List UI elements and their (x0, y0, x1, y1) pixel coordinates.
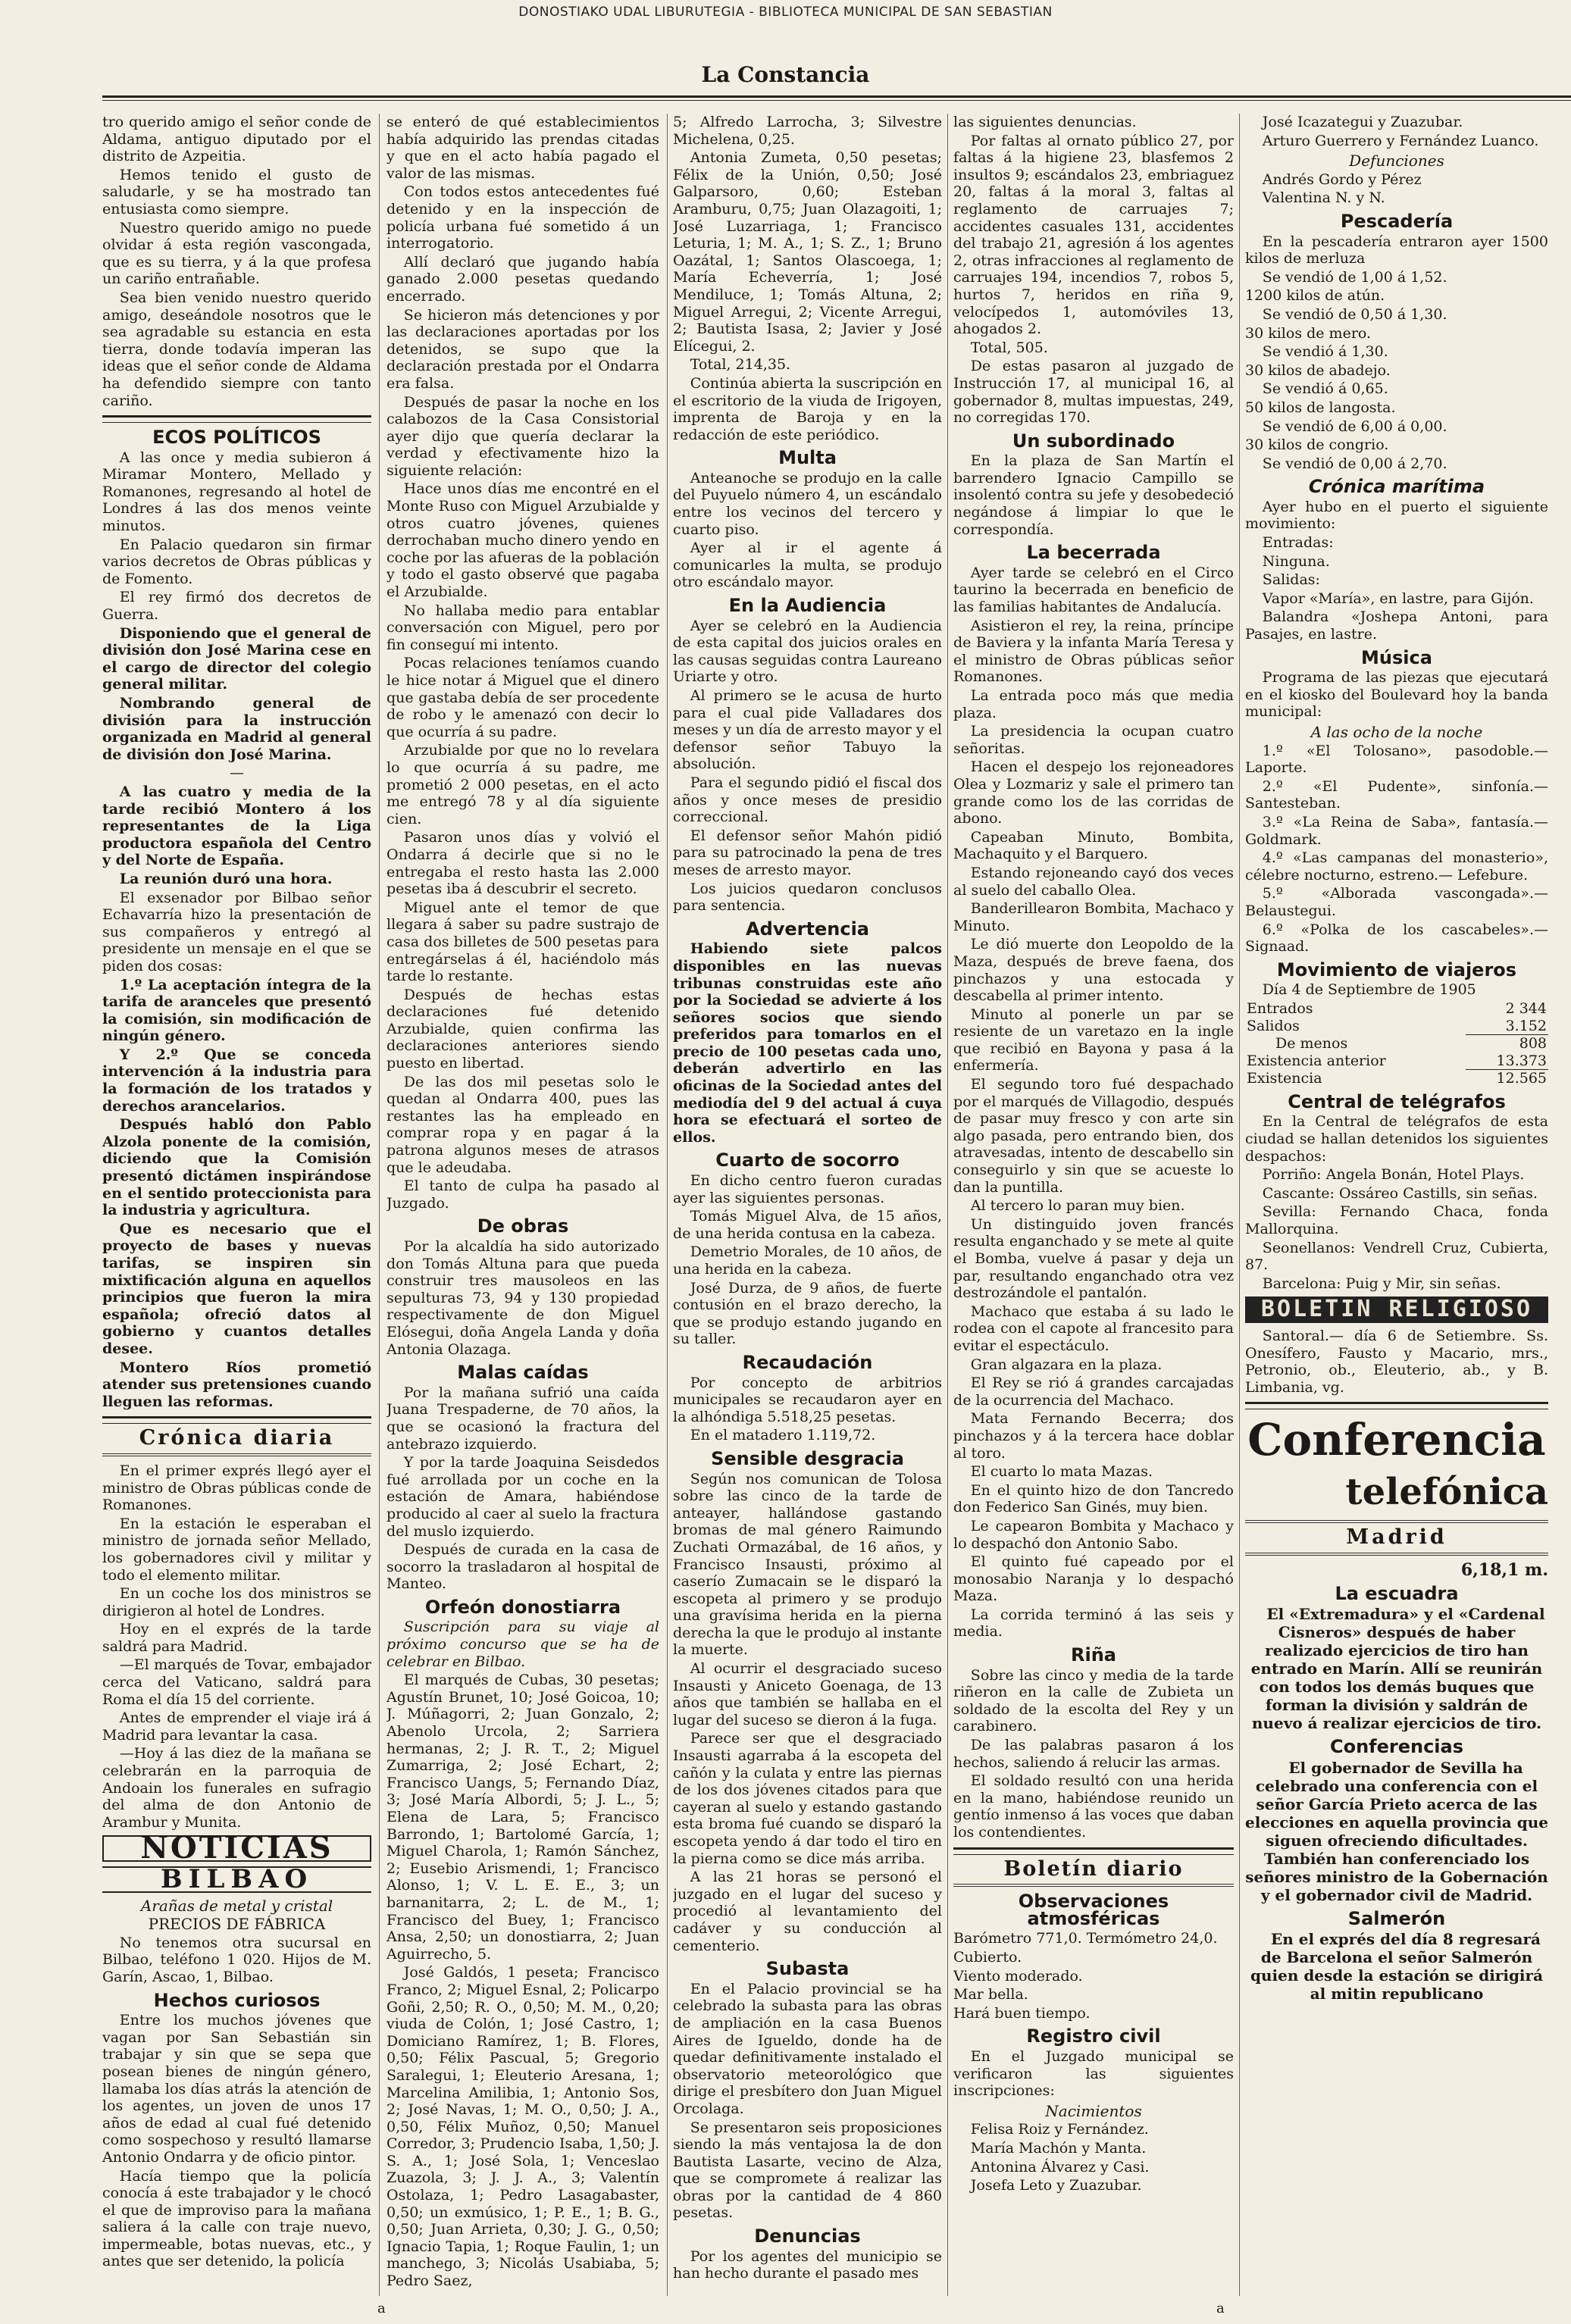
table-cell: 12.565 (1466, 1070, 1548, 1087)
subsection-title: A las ocho de la noche (1310, 723, 1483, 741)
paragraph: Arzubialde por que no lo revelara lo que ocurría á su padre, me prometió 2 000 pesetas, en el acto me entregó 78 y al día siguiente cien. (386, 742, 659, 827)
bilbao-subtitle-2: PRECIOS DE FÁBRICA (148, 1915, 326, 1934)
dateline: Madrid (1346, 1525, 1447, 1550)
paragraph: Miguel ante el temor de que llegara á saber su padre sustrajo de casa dos billetes de 500 pesetas para entregárselas á él, haciéndolo más tarde lo restante. (386, 899, 659, 985)
list-item: 3.º «La Reina de Saba», fantasía.—Goldmark. (1245, 813, 1548, 848)
paragraph: Programa de las piezas que ejecutará en el kiosko del Boulevard hoy la banda municipal: (1245, 669, 1548, 721)
paragraph: Total, 214,35. (690, 356, 791, 374)
paragraph: El segundo toro fué despachado por el marqués de Villagodio, después de pasar muy fresco y con arte sin algo pasada, pero entrando bien, dos atravesadas, intento de descabello sin conseguirlo y sin que se acueste lo dan la puntilla. (953, 1076, 1234, 1196)
table-row (1245, 1000, 1548, 1018)
paragraph: El Rey se rió á grandes carcajadas de la ocurrencia del Machaco. (953, 1375, 1234, 1409)
paragraph: De estas pasaron al juzgado de Instrucción 17, al municipal 16, al gobernador 8, multas impuestas, 249, no corregidas 170. (953, 358, 1234, 427)
paragraph: tro querido amigo el señor conde de Aldama, antiguo diputado por el distrito de Azpeitia. (102, 114, 371, 165)
section-title: Advertencia (746, 918, 869, 940)
paragraph: Un distinguido joven francés resulta enganchado y se mete al quite el Bomba, vuelve á pasar y deja un par, resultando enganchado otra vez destrozándole el pantalón. (953, 1215, 1234, 1302)
paragraph: Gran algazara en la plaza. (970, 1356, 1163, 1373)
paragraph: Hemos tenido el gusto de saludarle, y se ha mostrado tan entusiasta como siempre. (102, 166, 371, 217)
paragraph: Se presentaron seis proposiciones siendo la más ventajosa la de don Bautista Lasarte, vecino de Alza, que se compromete á realizar las obras por la cantidad de 4 860 pesetas. (673, 2119, 942, 2222)
list-item: Felisa Roiz y Fernández. (970, 2121, 1149, 2138)
paragraph: Suscripción para su viaje al próximo concurso que se ha de celebrar en Bilbao. (386, 1619, 659, 1670)
paragraph: Machaco que estaba á su lado le rodea con el capote al francesito para evitar el espectáculo. (953, 1303, 1234, 1354)
list-item: Se vendió de 1,00 á 1,52. (1262, 268, 1447, 286)
section-divider (953, 1884, 1234, 1887)
paragraph: En el quinto hizo de don Tancredo don Federico San Ginés, muy bien. (953, 1481, 1234, 1516)
travelers-table (1245, 1000, 1548, 1087)
paragraph: Nombrando general de división para la instrucción organizada en Madrid al general de división don José Marina. (102, 695, 371, 763)
section-title: Registro civil (1026, 2025, 1161, 2047)
table-cell: Existencia anterior (1247, 1052, 1386, 1069)
table-cell: 2 344 (1505, 999, 1547, 1017)
paragraph: Parece ser que el desgraciado Insausti agarraba á la escopeta del cañón y la culata y entre las piernas de los dos jóvenes citados para que cayeran al suelo y estando gastando esta broma fué cuando se disparó la escopeta yendo á dar todo el tiro en la pierna como se dice más arriba. (673, 1730, 942, 1867)
paragraph: Hace unos días me encontré en el Monte Ruso con Miguel Arzubialde y otros cuatro jóvenes, quienes derrochaban mucho dinero yendo en coche por las afueras de la población y todo el gasto observé que pagaba el Arzubialde. (386, 480, 659, 601)
paragraph: En la pescadería entraron ayer 1500 kilos de merluza (1245, 233, 1548, 267)
list-item: Se vendió á 1,30. (1262, 343, 1388, 361)
list-item: Balandra «Joshepa Antoni, para Pasajes, en lastre. (1245, 608, 1548, 643)
paragraph: De las dos mil pesetas solo le quedan al Ondarra 400, pues las restantes las ha empleado en comprar ropa y en pagar á la patrona algunos meses de atrasos que le adeudaba. (386, 1073, 659, 1176)
paragraph: Por faltas al ornato público 27, por faltas á la higiene 23, blasfemos 2 insultos 9; escándalos 23, embriaguez 20, faltas á la moral 3, faltas al reglamento de carruajes 7; accidentes casuales 131, accidentes del trabajo 21, agresión á los agentes 2, otras infracciones al reglamento de carruajes 194, incendios 7, robos 5, hurtos 7, heridos en riña 9, velocípedos 1, automóviles 13, ahogados 2. (953, 132, 1234, 338)
list-item: Se vendió de 0,50 á 1,30. (1262, 305, 1447, 323)
paragraph: Para el segundo pidió el fiscal dos años y once meses de presidio correccional. (673, 774, 942, 826)
paragraph: Minuto al ponerle un par se resiente de un varetazo en la ingle que recibió en Bayona y pasa á la enfermería. (953, 1006, 1234, 1074)
paragraph: Ayer se celebró en la Audiencia de esta capital dos juicios orales en las causas seguidas contra Laureano Uriarte y otro. (673, 617, 942, 686)
paragraph: De las palabras pasaron á los hechos, saliendo á relucir las armas. (953, 1737, 1234, 1771)
list-item: Vapor «María», en lastre, para Gijón. (1262, 590, 1534, 607)
time-label: 6,18,1 m. (1460, 1559, 1548, 1580)
paragraph: Total, 505. (970, 339, 1048, 356)
section-title: Multa (778, 447, 837, 469)
page-mark: a (377, 2301, 386, 2316)
section-divider (102, 1416, 371, 1424)
table-cell: 13.373 (1496, 1052, 1547, 1069)
paragraph: Pocas relaciones teníamos cuando le hice notar á Miguel que el dinero que gastaba debía de ser procedente de robo y le amenazó con decir lo que ocurría á su padre. (386, 655, 659, 740)
list-item: 6.º «Polka de los cascabeles».— Signaad. (1245, 921, 1548, 956)
column-rule (1239, 114, 1240, 2296)
paragraph: La reunión duró una hora. (119, 870, 333, 887)
column-1 (102, 114, 371, 2296)
list-item: María Machón y Manta. (970, 2139, 1147, 2157)
table-cell: Entrados (1247, 999, 1313, 1017)
column-rule (667, 114, 668, 2296)
weather-line: Viento moderado. (953, 1967, 1083, 1985)
section-title: Orfeón donostiarra (424, 1596, 621, 1618)
paragraph: El tanto de culpa ha pasado al Juzgado. (386, 1178, 659, 1212)
list-item: Sevilla: Fernando Chaca, fonda Mallorquina. (1245, 1203, 1548, 1238)
list-item: 2.º «El Pudente», sinfonía.— Santesteban. (1245, 777, 1548, 812)
masthead: La Constancia (701, 62, 870, 87)
list-item: Se vendió de 0,00 á 2,70. (1262, 455, 1447, 472)
section-title: Música (1361, 646, 1432, 668)
paragraph: A las 21 horas se personó el juzgado en el lugar del suceso y procedió al levantamiento del cadáver y su conducción al cementerio. (673, 1869, 942, 1954)
section-divider (102, 1453, 371, 1456)
bilbao-title: BILBAO (102, 1866, 371, 1893)
paragraph: Estando rejoneando cayó dos veces al suelo del caballo Olea. (953, 864, 1234, 899)
paragraph: A las once y media subieron á Miramar Montero, Mellado y Romanones, regresando al hotel de Londres á las dos menos veinte minutos. (102, 449, 371, 535)
paragraph: En el Juzgado municipal se verificaron las siguientes inscripciones: (953, 2047, 1234, 2100)
table-row (1245, 1035, 1548, 1053)
subsection-title: Defunciones (1349, 152, 1444, 170)
column-3 (673, 114, 942, 2296)
paragraph: Continúa abierta la suscripción en el escritorio de la viuda de Irigoyen, imprenta de Baroja y en la redacción de este periódico. (673, 374, 942, 443)
paragraph: Asistieron el rey, la reina, príncipe de Baviera y la infanta María Teresa y el ministro de Obras públicas señor Romanones. (953, 617, 1234, 686)
column-rule (379, 114, 380, 2296)
section-title: Boletín diario (1003, 1856, 1184, 1881)
paragraph: Hacía tiempo que la policía conocía á este trabajador y le chocó el que de improviso para la mañana saliera á la calle con traje nuevo, impermeable, botas nuevas, etc., y antes que ser detenido, la policía (102, 2167, 371, 2270)
section-title: Cuarto de socorro (715, 1149, 900, 1171)
table-row (1245, 1070, 1548, 1087)
list-item: 5.º «Alborada vascongada».— Belaustegui. (1245, 885, 1548, 919)
paragraph: Al ocurrir el desgraciado suceso Insausti y Aniceto Goenaga, de 13 años que también se hallaba en el lugar del suceso se dieron á la fuga. (673, 1660, 942, 1728)
list-item: 50 kilos de langosta. (1245, 399, 1396, 416)
paragraph: En la plaza de San Martín el barrendero Ignacio Campillo se insolentó contra su jefe y desobedeció negándose á limpiar lo que le correspondía. (953, 452, 1234, 538)
section-title: Un subordinado (1012, 430, 1175, 452)
page-mark: a (1216, 2301, 1225, 2316)
paragraph: Pasaron unos días y volvió el Ondarra á decirle que si no le entregaba el resto hasta las 2.000 pesetas iba á descubrir el secreto. (386, 829, 659, 898)
section-title: Pescadería (1340, 210, 1454, 232)
paragraph: En el matadero 1.119,72. (690, 1427, 876, 1444)
subsection-title: Nacimientos (1045, 2101, 1142, 2120)
paragraph: Antes de emprender el viaje irá á Madrid para levantar la casa. (102, 1709, 371, 1744)
list-item: Salidas: (1262, 571, 1320, 589)
paragraph: Con todos estos antecedentes fué detenido y en la inspección de policía urbana fué sometido á un interrogatorio. (386, 183, 659, 252)
paragraph: En un coche los dos ministros se dirigieron al hotel de Londres. (102, 1585, 371, 1619)
section-title: Subasta (765, 1958, 850, 1980)
paragraph: Hoy en el exprés de la tarde saldrá para Madrid. (102, 1621, 371, 1655)
paragraph: Banderillearon Bombita, Machaco y Minuto. (953, 900, 1234, 934)
paragraph: Demetrio Morales, de 10 años, de una herida en la cabeza. (673, 1243, 942, 1278)
paragraph: Montero Ríos prometió atender sus pretensiones cuando lleguen las reformas. (102, 1359, 371, 1410)
paragraph: Sea bien venido nuestro querido amigo, deseándole nosotros que le sea agradable su estancia en esta tierra, donde todavía imperan las ideas que el señor conde de Aldama ha defendido siempre con tanto cariño. (102, 289, 371, 409)
paragraph: El gobernador de Sevilla ha celebrado una conferencia con el señor García Prieto acerca de las elecciones en aquella provincia que siguen ofreciendo dificultades. También han conferenciado los señores ministro de la Gobernación y el gobernador civil de Madrid. (1245, 1758, 1548, 1904)
section-title: Crónica marítima (1308, 476, 1485, 498)
paragraph: Y por la tarde Joaquina Seisdedos fué arrollada por un coche en la estación de Amara, habiéndose producido al caer al suelo la fractura del muslo izquierdo. (386, 1454, 659, 1540)
paragraph: Anteanoche se produjo en la calle del Puyuelo número 4, un escándalo entre los vecinos del tercero y cuarto piso. (673, 469, 942, 538)
paragraph: Tomás Miguel Alva, de 15 años, de una herida contusa en la cabeza. (673, 1208, 942, 1242)
paragraph: se enteró de qué establecimientos había adquirido las prendas citadas y que en el acto había pagado el valor de las mismas. (386, 114, 659, 182)
paragraph: José Galdós, 1 peseta; Francisco Franco, 2; Miguel Esnal, 2; Policarpo Goñi, 2,50; R. O., 0,50; M. M., 0,20; viuda de Colón, 1; José Castro, 1; Domiciano Ramírez, 1; B. Flores, 0,50; Félix Pascual, 5; Gregorio Saralegui, 1; Eleuterio Aresana, 1; Marcelina Amilibia, 1; Antonio Sos, 2; José Navas, 1; M. O., 0,50; J. A., 0,50, Félix Muñoz, 0,50; Manuel Corredor, 3; Prudencio Isaba, 1,50; J. S. A., 1; José Sola, 1; Venceslao Zuazola, 3; J. J. A., 3; Valentín Ostolaza, 1; Pedro Lasagabaster, 0,50; un exmúsico, 1; P. E., 1; B. G., 0,50; Juan Arrieta, 0,30; J. G., 0,50; Ignacio Tapia, 1; Roque Faulin, 1; un manchego, 3; Nicolás Usabiaba, 5; Pedro Saez, (386, 1964, 659, 2290)
paragraph: El cuarto lo mata Mazas. (970, 1463, 1153, 1481)
paragraph: Día 4 de Septiembre de 1905 (1262, 981, 1476, 999)
paragraph: Y 2.º Que se conceda intervención á la industria para la formación de los tratados y derechos arancelarios. (102, 1046, 371, 1115)
paragraph: Ayer al ir el agente á comunicarles la multa, se produjo otro escándalo mayor. (673, 540, 942, 591)
list-item: Entradas: (1262, 534, 1334, 552)
column-5 (1245, 114, 1548, 2296)
section-divider (1245, 1520, 1548, 1523)
paragraph: Santoral.— día 6 de Setiembre. Ss. Onesífero, Fausto y Macario, mrs., Petronio, ob., Eleuterio, ab., y B. Limbania, vg. (1245, 1328, 1548, 1396)
paragraph: Sobre las cinco y media de la tarde riñeron en la calle de Zubieta un soldado de la escolta del Rey y un carabinero. (953, 1666, 1234, 1735)
paragraph: 5; Alfredo Larrocha, 3; Silvestre Michelena, 0,25. (673, 114, 942, 148)
list-item: Barcelona: Puig y Mir, sin señas. (1262, 1275, 1501, 1292)
column-2 (386, 114, 659, 2296)
paragraph: Habiendo siete palcos disponibles en las nuevas tribunas construidas este año por la Sociedad se advierte á los señores socios que siendo preferidos para tomarlos en el precio de 100 pesetas cada uno, deberán advertirlo en las oficinas de la Sociedad antes del mediodía del 9 del actual á cuya hora se efectuará el sorteo de ellos. (673, 940, 942, 1146)
list-item: Arturo Guerrero y Fernández Luanco. (1262, 132, 1539, 149)
table-cell: Salidos (1247, 1017, 1300, 1034)
paragraph: —Hoy á las diez de la mañana se celebrarán en la parroquia de Andoain los funerales en sufragio del alma de don Antonio de Arambur y Munita. (102, 1745, 371, 1831)
paragraph: Capeaban Minuto, Bombita, Machaquito y el Barquero. (953, 828, 1234, 863)
paragraph: las siguientes denuncias. (953, 114, 1137, 130)
column-4 (953, 114, 1234, 2296)
list-item: 4.º «Las campanas del monasterio», célebre nocturno, estreno.— Lefebure. (1245, 849, 1548, 884)
paragraph: El defensor señor Mahón pidió para su patrocinado la pena de tres meses de arresto mayor. (673, 827, 942, 878)
masthead-rule (102, 95, 1571, 98)
list-item: 1.º «El Tolosano», pasodoble.— Laporte. (1245, 742, 1548, 777)
section-title: Malas caídas (457, 1362, 589, 1384)
table-cell: De menos (1275, 1034, 1348, 1052)
section-title: La escuadra (1335, 1582, 1459, 1604)
list-item: Andrés Gordo y Pérez (1262, 170, 1422, 188)
table-cell: Existencia (1247, 1070, 1322, 1087)
paragraph: Entre los muchos jóvenes que vagan por San Sebastián sin trabajar y sin que se sepa que posean bienes de ningún género, llamaba los días atrás la atención de los agentes, un joven de unos 17 años de edad al cual fué detenido como sospechoso y resultó llamarse Antonio Ondarra y de oficio pintor. (102, 2012, 371, 2166)
column-rule (947, 114, 948, 2296)
paragraph: Después de pasar la noche en los calabozos de la Casa Consistorial ayer dijo que quería declarar la verdad y efectivamente hizo la siguiente relación: (386, 393, 659, 479)
paragraph: El exsenador por Bilbao señor Echavarría hizo la presentación de sus compañeros y entregó al presidente un mensaje en el que se piden dos cosas: (102, 889, 371, 974)
weather-line: Hará buen tiempo. (953, 2004, 1091, 2022)
table-row (1245, 1053, 1548, 1070)
table-cell: 808 (1466, 1035, 1548, 1053)
section-title: De obras (477, 1215, 569, 1237)
list-item: Seonellanos: Vendrell Cruz, Cubierta, 87. (1245, 1239, 1548, 1274)
section-title: Sensible desgracia (711, 1447, 904, 1469)
section-title: Salmerón (1347, 1907, 1446, 1929)
paragraph: A las cuatro y media de la tarde recibió Montero á los representantes de la Liga productora española del Centro y del Norte de España. (102, 783, 371, 869)
dash-separator: — (230, 765, 244, 782)
section-title: ECOS POLÍTICOS (152, 427, 321, 449)
table-row (1245, 1018, 1548, 1035)
section-divider (1245, 1553, 1548, 1556)
section-title: La becerrada (1026, 542, 1161, 564)
list-item: 1200 kilos de atún. (1245, 287, 1385, 305)
paragraph: Por la mañana sufrió una caída Juana Trespaderne, de 70 años, la que se ocasionó la fractura del antebrazo izquierdo. (386, 1384, 659, 1453)
section-divider (953, 1847, 1234, 1855)
paragraph: El marqués de Cubas, 30 pesetas; Agustín Brunet, 10; José Goicoa, 10; J. Múñagorri, 2; Juan Gonzalo, 2; Abenolo Urcola, 2; Sarriera hermanas, 2; J. R. T., 2; Miguel Zumarriga, 2; José Echart, 2; Francisco Uangs, 5; Fernando Díaz, 3; José María Albordi, 5; J. L., 5; Elena de Lara, 5; Francisco Barrondo, 1; Bartolomé García, 1; Miguel Charola, 1; Ramón Sánchez, 2; Eusebio Arismendi, 1; Francisco Alonso, 1; V. L. E. E., 3; un barnanitarra, 2; L. de M., 1; Francisco del Buey, 1; Francisco Ansa, 2,50; un donostiarra, 2; Juan Aguirrecho, 5. (386, 1672, 659, 1963)
list-item: 30 kilos de congrio. (1245, 436, 1389, 454)
paragraph: El quinto fué capeado por el monosabio Naranja y lo despachó Maza. (953, 1553, 1234, 1605)
conferencia-title: Conferencia (1247, 1414, 1546, 1466)
paragraph: Mata Fernando Becerra; dos pinchazos y á la tercera hace doblar al toro. (953, 1410, 1234, 1462)
list-item: Porriño: Angela Bonán, Hotel Plays. (1262, 1166, 1525, 1184)
weather-line: Cubierto. (953, 1948, 1022, 1966)
paragraph: Antonia Zumeta, 0,50 pesetas; Félix de la Unión, 0,50; José Galparsoro, 0,60; Esteban Aramburu, 0,75; Juan Olazagoiti, 1; José Luzarriaga, 1; Francisco Leturia, 1; M. A., 1; S. Z., 1; Bruno Oazátal, 1; Santos Olascoega, 1; María Echeverría, 1; José Mendiluce, 1; Tomás Altuna, 2; Miguel Arregui, 2; Vicente Arregui, 2; Bautista Isasa, 2; Javier y José Elícegui, 2. (673, 149, 942, 355)
paragraph: Ayer hubo en el puerto el siguiente movimiento: (1245, 498, 1548, 533)
section-title: Observaciones atmosféricas (1018, 1891, 1169, 1929)
paragraph: Después de curada en la casa de socorro la trasladaron al hospital de Manteo. (386, 1541, 659, 1593)
paragraph: Ayer tarde se celebró en el Circo taurino la becerrada en beneficio de las familias habitantes de Andalucía. (953, 564, 1234, 616)
paragraph: No tenemos otra sucursal en Bilbao, teléfono 1 020. Hijos de M. Garín, Ascao, 1, Bilbao. (102, 1934, 371, 1985)
paragraph: Según nos comunican de Tolosa sobre las cinco de la tarde de anteayer, hallándose gastando bromas de mal género Raimundo Zuchati Ormazábal, de 16 años, y Francisco Insausti, próximo al caserío Zumacain se le disparó la escopeta al primero y se produjo una gravísima herida en la pierna derecha la que le produjo al instante la muerte. (673, 1470, 942, 1659)
religious-bulletin-banner: BOLETIN RELIGIOSO (1245, 1296, 1548, 1323)
paragraph: Hacen el despejo los rejoneadores Olea y Lozmariz y sale el primero tan grande como los de las corridas de abono. (953, 759, 1234, 827)
paragraph: Al tercero lo paran muy bien. (970, 1197, 1185, 1215)
section-title: Central de telégrafos (1288, 1090, 1506, 1112)
paragraph: No hallaba medio para entablar conversación con Miguel, pero por fin conseguí mi intento. (386, 602, 659, 653)
list-item: Se vendió á 0,65. (1262, 380, 1388, 398)
paragraph: Que es necesario que el proyecto de bases y nuevas tarifas, se inspiren sin mixtificación alguna en aquellos principios que fueron la mira española; ofreció datos al gobierno y cuantos detalles desee. (102, 1220, 371, 1357)
section-title: Recaudación (742, 1351, 873, 1373)
paragraph: En dicho centro fueron curadas ayer las siguientes personas. (673, 1172, 942, 1206)
paragraph: 1.º La aceptación íntegra de la tarifa de aranceles que presentó la comisión, sin modificación de ningún género. (102, 976, 371, 1045)
section-title: En la Audiencia (728, 595, 887, 617)
section-title: Denuncias (754, 2225, 861, 2247)
list-item: Josefa Leto y Zuazubar. (970, 2177, 1142, 2194)
paragraph: La entrada poco más que media plaza. (953, 687, 1234, 721)
paragraph: El soldado resultó con una herida en la mano, habiéndose reunido un gentío inmenso á las voces que daban los contendientes. (953, 1772, 1234, 1841)
section-title: Riña (1071, 1644, 1116, 1666)
paragraph: Por concepto de arbitrios municipales se recaudaron ayer en la alhóndiga 5.518,25 pesetas. (673, 1374, 942, 1425)
paragraph: Se hicieron más detenciones y por las declaraciones aportadas por los detenidos, se supo que la declaración prestada por el Ondarra era falsa. (386, 306, 659, 392)
archive-header: DONOSTIAKO UDAL LIBURUTEGIA - BIBLIOTECA MUNICIPAL DE SAN SEBASTIAN (518, 5, 1053, 20)
list-item: 30 kilos de mero. (1245, 324, 1372, 342)
paragraph: Le capearon Bombita y Machaco y lo despachó don Antonio Sabo. (953, 1517, 1234, 1552)
bilbao-subtitle: Arañas de metal y cristal (140, 1896, 333, 1915)
paragraph: Nuestro querido amigo no puede olvidar á esta región vascongada, que es su tierra, y á la que profesa un cariño entrañable. (102, 219, 371, 288)
paragraph: La presidencia la ocupan cuatro señoritas. (953, 723, 1234, 757)
paragraph: En el exprés del día 8 regresará de Barcelona el señor Salmerón quien desde la estación se dirigirá al mitin republicano (1250, 1930, 1544, 2003)
paragraph: José Durza, de 9 años, de fuerte contusión en el brazo derecho, la que se produjo estando jugando en su taller. (673, 1279, 942, 1348)
list-item: José Icazategui y Zuazubar. (1262, 114, 1463, 130)
section-title: Movimiento de viajeros (1276, 959, 1517, 981)
telefonica-title: telefónica (1345, 1471, 1548, 1514)
paragraph: Allí declaró que jugando había ganado 2.000 pesetas quedando encerrado. (386, 253, 659, 305)
paragraph: Disponiendo que el general de división don José Marina cese en el cargo de director del colegio general militar. (102, 624, 371, 693)
paragraph: Después de hechas estas declaraciones fué detenido Arzubialde, quien confirma las declaraciones anteriores siendo puesto en libertad. (386, 986, 659, 1072)
list-item: Antonina Álvarez y Casi. (970, 2158, 1150, 2175)
section-divider (102, 415, 371, 423)
paragraph: Le dió muerte don Leopoldo de la Maza, después de breve faena, dos pinchazos y una estocada y descabella al primer intento. (953, 936, 1234, 1005)
list-item: Valentina N. y N. (1262, 189, 1385, 207)
paragraph: La corrida terminó á las seis y media. (953, 1606, 1234, 1641)
paragraph: Por los agentes del municipio se han hecho durante el pasado mes (673, 2247, 942, 2282)
masthead-rule-thin (102, 100, 1571, 101)
paragraph: En la Central de telégrafos de esta ciudad se hallan detenidos los siguientes despachos: (1245, 1113, 1548, 1165)
paragraph: En la estación le esperaban el ministro de jornada señor Mellado, los gobernadores civil y militar y todo el elemento militar. (102, 1515, 371, 1584)
section-title: Conferencias (1329, 1736, 1464, 1758)
paragraph: Después habló don Pablo Alzola ponente de la comisión, diciendo que la Comisión presentó dictámen inspirándose en el sentido proteccionista para la industria y agricultura. (102, 1116, 371, 1219)
section-title: Crónica diaria (139, 1426, 335, 1450)
paragraph: En Palacio quedaron sin firmar varios decretos de Obras públicas y de Fomento. (102, 536, 371, 587)
noticias-banner: NOTICIAS (102, 1835, 371, 1862)
paragraph: —El marqués de Tovar, embajador cerca del Vaticano, saldrá para Roma el día 15 del corriente. (102, 1656, 371, 1708)
paragraph: En el primer exprés llegó ayer el ministro de Obras públicas conde de Romanones. (102, 1462, 371, 1514)
paragraph: En el Palacio provincial se ha celebrado la subasta para las obras de ampliación en la casa Buenos Aires de Igueldo, donde ha de quedar definitivamente instalado el observatorio meteorológico que dirige el presbítero don Juan Miguel Orcolaga. (673, 1980, 942, 2117)
paragraph: El «Extremadura» y el «Cardenal Cisneros» después de haber realizado ejercicios de tiro han entrado en Marín. Allí se reunirán con todos los demás buques que forman la división y saldrán de nuevo á realizar ejercicios de tiro. (1250, 1605, 1545, 1733)
list-item: Se vendió de 6,00 á 0,00. (1262, 418, 1447, 435)
weather-line: Barómetro 771,0. Termómetro 24,0. (953, 1930, 1218, 1947)
weather-line: Mar bella. (953, 1986, 1028, 2003)
section-divider (1245, 1402, 1548, 1409)
paragraph: El rey firmó dos decretos de Guerra. (102, 589, 371, 624)
paragraph: Por la alcaldía ha sido autorizado don Tomás Altuna para que pueda construir tres mausoleos en las sepulturas 73, 94 y 130 propiedad respectivamente de don Miguel Elósegui, doña Angela Landa y doña Antonia Olazaga. (386, 1238, 659, 1358)
list-item: 30 kilos de abadejo. (1245, 361, 1391, 379)
list-item: Cascante: Ossáreo Castills, sin señas. (1262, 1184, 1538, 1202)
paragraph: Al primero se le acusa de hurto para el cual pide Valladares dos meses y un día de arresto mayor y el defensor señor Tabuyo la absolución. (673, 687, 942, 773)
list-item: Ninguna. (1262, 552, 1330, 570)
table-cell: 3.152 (1505, 1017, 1547, 1034)
paragraph: Los juicios quedaron conclusos para sentencia. (673, 880, 942, 915)
section-title: Hechos curiosos (153, 1989, 321, 2011)
